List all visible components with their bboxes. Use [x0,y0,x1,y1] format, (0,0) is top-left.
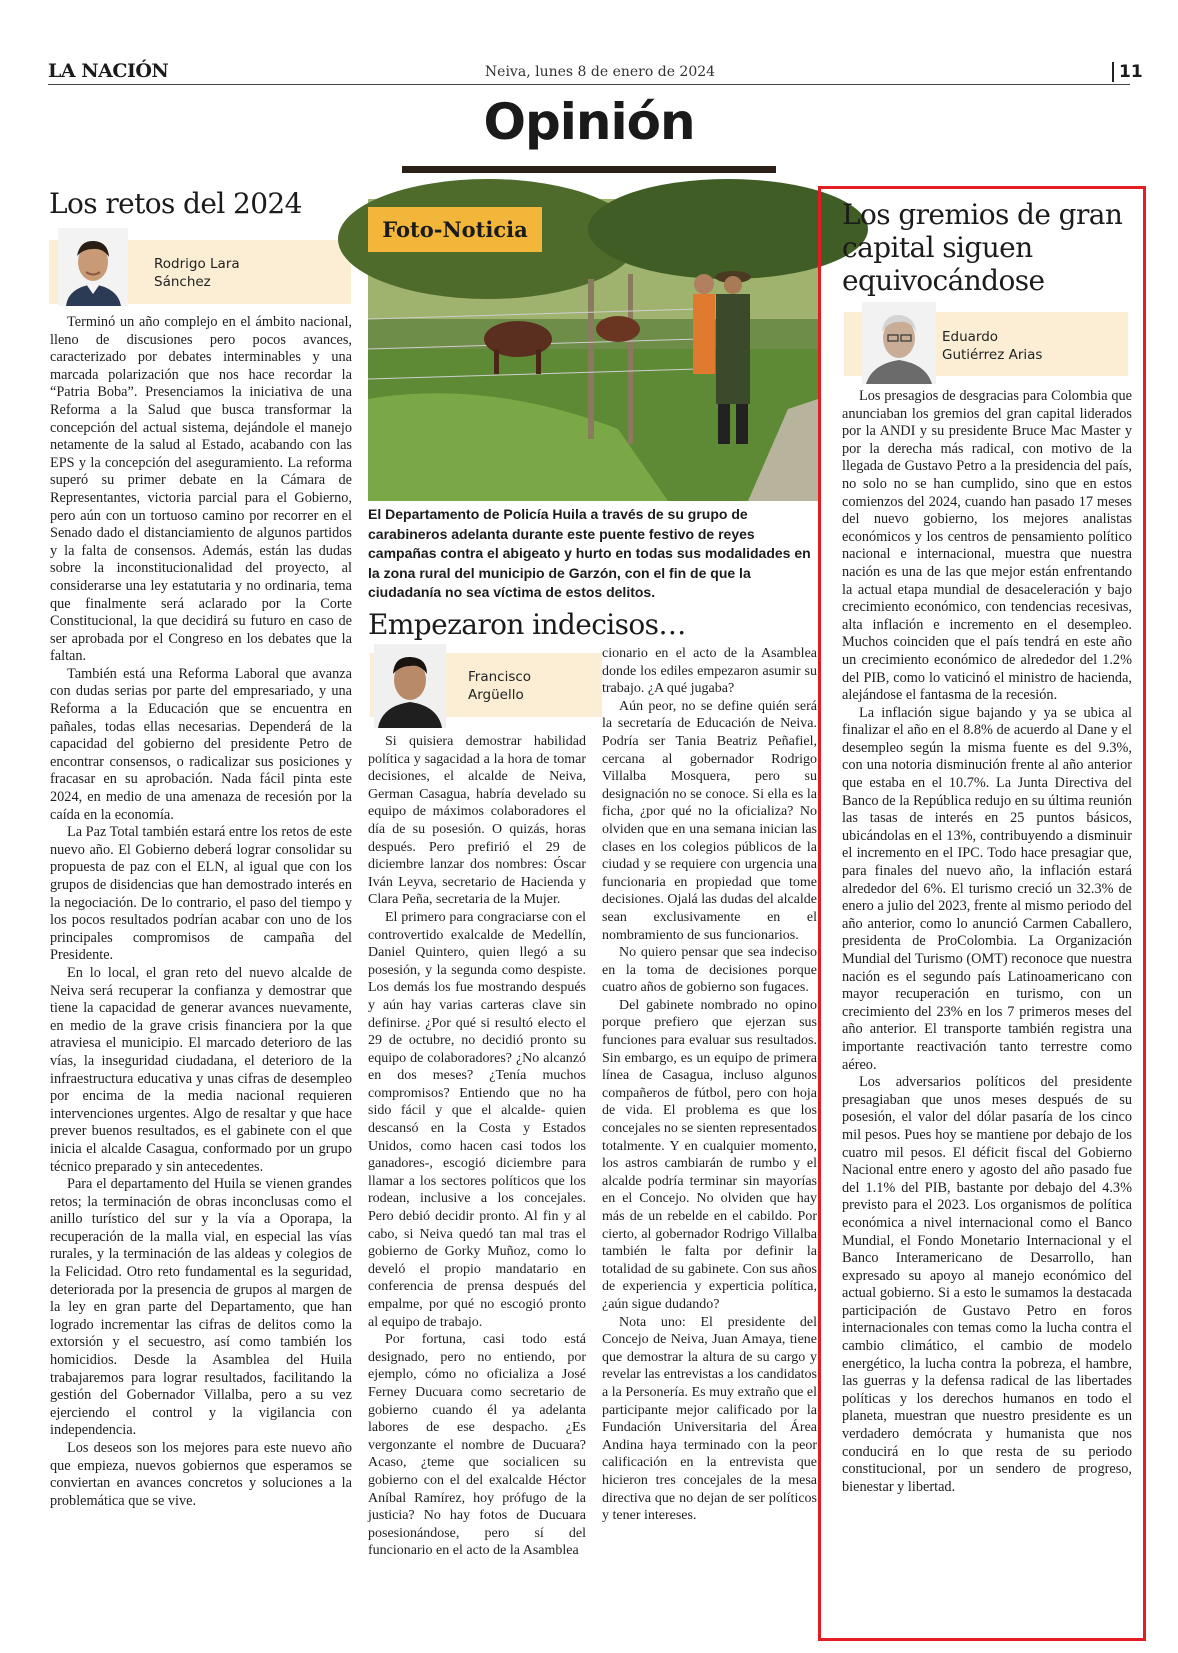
article-title-col1: Los retos del 2024 [49,187,302,220]
article-body-col2-left [368,733,586,1605]
article-title-col3: Los gremios de gran capital siguen equivocándose [842,198,1123,297]
paragraph: Nota uno: El presidente del Concejo de Neiva, Juan Amaya, tiene que demostrar la altura de su cargo y revelar las entrevistas a los candidatos a la Personería. Es muy extraño que el participante mejor calificado por la Fundación Universitaria del Área Andina haya terminado con la peor calificación en la entrevista que hicieron tres concejales de la mesa directiva que no dejan de ser políticos y tener intereses. [602,1314,817,1524]
header-rule [48,84,1130,85]
author-second-line: Argüello [468,687,524,703]
article-body-col3 [842,388,1132,1626]
author-second-line: Sánchez [154,274,211,290]
author-first-line: Francisco [468,669,532,685]
section-underline [402,166,776,173]
paragraph: También está una Reforma Laboral que avanza con dudas serias por parte del empresariado, y una Reforma a la Educación que se encuentra en pañales, todas ellas necesarias. Dependerá de la capacidad del gobierno del presidente Petro de encontrar consensos, o radicalizar sus posiciones y fracasar en su aprobación. Nada fácil pinta este 2024, en medio de una amenaza de recesión por la caída en la economía. [50,665,352,823]
author-photo-col3 [862,302,936,384]
paragraph: La inflación sigue bajando y ya se ubica al finalizar el año en el 8.8% de acuerdo al Dane y el desempleo según la misma fuente es del 9.3%, con una notoria disminución frente al año anterior que estaba en el 10.7%. La Junta Directiva del Banco de la República redujo en su última reunión las tasas de interés en 25 puntos básicos, ubicándolas en el 13%, contribuyendo a disminuir el incremento en el IPC. Todo hace presagiar que, para finales del nuevo año, la inflación estará alrededor del 6%. El turismo creció un 32.3% de enero a julio del 2023, frente al mismo periodo del año anterior, como lo anunció Carmen Caballero, presidenta de ProColombia. La Organización Mundial del Turismo (OMT) reconoce que nuestra nación es el segundo país Latinoamericano con mayor recuperación en turismo, con un crecimiento del 23% en los 7 primeros meses del año anterior. El transporte también registra una importante reactivación tanto terrestre como aéreo. [842,704,1132,1073]
paragraph: En lo local, el gran reto del nuevo alcalde de Neiva será recuperar la confianza y demostrar que tiene la capacidad de generar avances nuevamente, en medio de la grave crisis financiera por la que atraviesa el municipio. El marcado deterioro de las vías, la inseguridad ciudadana, el deterioro de la infraestructura educativa y unas cifras de desempleo por encima de la media nacional requieren intervenciones urgentes. Algo de resaltar y que hace prever buenos resultados, es el gabinete con el que inicia el alcalde Casagua, conformado por un grupo técnico preparado y sin antecedentes. [50,964,352,1175]
paragraph: Aún peor, no se define quién será la secretaría de Educación de Neiva. Podría ser Tania Beatriz Peñafiel, cercana al gobernador Rodrigo Villalba Mosquera, pero su designación no se conoce. Si ella es la ficha, ¿por qué no la oficializa? No olviden que en una semana inician las clases en los colegios públicos de la ciudad y se requiere con urgencia una funcionaria en propiedad que tome decisiones. Ojalá las dudas del alcalde sean exclusivamente en el nombramiento de sus funcionarios. [602,698,817,943]
article-body-col2-right [602,645,817,1605]
author-name-col3 [942,328,1042,364]
paragraph: Por fortuna, casi todo está designado, pero no entiendo, por ejemplo, cómo no oficializa a José Ferney Ducuara como secretario de gobierno cuando él ya adelanta labores de ese despacho. ¿Es vergonzante el nombre de Ducuara? Acaso, ¿teme que socialicen su gobierno con el del exalcalde Héctor Aníbal Ramírez, hoy prófugo de la justicia? No hay fotos de Ducuara posesionándose, pero sí del funcionario en el acto de la Asamblea [368,1332,586,1559]
paragraph: La Paz Total también estará entre los retos de este nuevo año. El Gobierno deberá lograr consolidar su propuesta de paz con el ELN, al igual que con los grupos de disidencias que han demostrado interés en la negociación. De lo contrario, el paso del tiempo y los pocos resultados podrían acabar con uno de los principales compromisos de campaña del Presidente. [50,824,352,964]
author-name-col2 [468,668,531,704]
section-title: Opinión [483,93,695,151]
author-first-line: Eduardo [942,329,999,345]
paragraph: Los presagios de desgracias para Colombia que anunciaban los gremios del gran capital liderados por la ANDI y su presidente Bruce Mac Master y por la derecha más radical, con motivo de la llegada de Gustavo Petro a la presidencia del país, no solo no se han cumplido, sino que en estos comienzos del 2024, cuando han pasado 17 meses del nuevo gobierno, los mejores analistas económicos y los centros de pensamiento político nacional e internacional, muestra que nuestra nación es una de las que mejor están enfrentando la actual etapa mundial de desaceleración y bajo crecimiento económico, con tendencias recesivas, alta inflación e incremento en el desempleo. Muchos coinciden que el país tendrá en este año un crecimiento económico de alrededor del 1.2% del PIB, como lo vaticinó el ministro de hacienda, alejándose el fantasma de la recesión. [842,388,1132,704]
author-name-col1 [154,255,240,291]
photo-caption: El Departamento de Policía Huila a través de su grupo de carabineros adelanta durante este puente festivo de reyes campañas contra el abigeato y hurto en todas sus modalidades en la zona rural del municipio de Garzón, con el fin de que la ciudadanía no sea víctima de estos delitos. [368,506,811,600]
author-first-line: Rodrigo Lara [154,256,240,272]
paragraph: Del gabinete nombrado no opino porque prefiero que ejerzan sus funciones para evaluar sus resultados. Sin embargo, es un equipo de primera línea de Casagua, incluso algunos compañeros de fútbol, pero con hoja de vida. El problema es que los concejales no se sienten representados totalmente. Y en cualquier momento, los astros cambiarán de rumbo y el alcalde podría terminar sin mayorías en el Concejo. No olviden que hay más de un rebelde en el cabildo. Por cierto, al gobernador Rodrigo Villalba también le falta por definir la totalidad de su gabinete. Con sus años de experiencia y experticia política, ¿aún sigue dudando? [602,997,817,1312]
paragraph: Terminó un año complejo en el ámbito nacional, lleno de discusiones pero pocos avances, caracterizado por debates interminables y una marcada polarización que nos hace recordar la “Patria Boba”. Presenciamos la iniciativa de una Reforma a la Salud que busca transformar la concepción del actual sistema, dejándole el manejo netamente de la salud al Estado, acabando con las EPS y la concepción del aseguramiento. La reforma superó su primer debate en la Cámara de Representantes, victoria parcial para el Gobierno, pero aún con un tortuoso camino por recorrer en el Senado dado el distanciamiento de algunos partidos y la falta de consensos. Además, están las dudas sobre la inconstitucionalidad del proyecto, al considerarse una ley estatutaria y no ordinaria, tema que finalmente será aclarado por la Corte Constitucional, la que decidirá su futuro en caso de ser aprobada por el Congreso en los debates que la faltan. [50,314,352,665]
paragraph: Los adversarios políticos del presidente presagiaban que unos meses después de su posesión, el valor del dólar pasaría de los cinco mil pesos. Pues hoy se mantiene por debajo de los cuatro mil pesos. El déficit fiscal del Gobierno Nacional entre enero y agosto del año pasado fue del 1.1% del PIB, bastante por debajo del 4.3% previsto para el 2023. Los organismos de política económica a nivel internacional como el Banco Mundial, el Fondo Monetario Internacional y el Banco Interamericano de Desarrollo, han expresado su apoyo al manejo económico del actual gobierno. Si a esto le sumamos la destacada participación de Gustavo Petro en foros internacionales con temas como la lucha contra el cambio climático, el cambio de modelo energético, la lucha contra la pobreza, el hambre, las guerras y la defensa radical de las libertades políticas y los derechos humanos en todo el planeta, muestran que nuestro presidente es un verdadero demócrata y humanista que nos conducirá en lo que resta de su periodo constitucional, por un sendero de progreso, bienestar y libertad. [842,1074,1132,1495]
page-number: 11 [1112,62,1143,82]
paragraph: Los deseos son los mejores para este nuevo año que empieza, nuevos gobiernos que esperamos se conviertan en avances concretos y soluciones a la problemática que se vive. [50,1440,352,1509]
article-body-col1 [50,314,352,1636]
article-title-col2: Empezaron indecisos… [368,608,686,641]
author-photo-col2 [374,644,446,728]
foto-noticia-label: Foto-Noticia [368,207,542,252]
paragraph: El primero para congraciarse con el controvertido exalcalde de Medellín, Daniel Quintero, quien llegó a su posesión, y la segunda como despiste. Los demás los fue mostrando después y aún hay varias carteras clave sin definirse. ¿Por qué si resultó electo el 29 de octubre, no decidió pronto su equipo de colaboradores? ¿No alcanzó en dos meses? ¿Tenía muchos compromisos? Entiendo que no ha sido fácil y que el alcalde- quien descansó en la Costa y Estados Unidos, como hacen casi todos los ganadores-, escogió diciembre para llamar a los sectores políticos que los rodean, inclusive a los concejales. Pero debió decidir pronto. Al fin y al cabo, si Neiva quedó tan mal tras el gobierno de Gorky Muñoz, como lo develó el propio mandatario en conferencia de prensa después del empalme, por qué no escogió pronto al equipo de trabajo. [368,909,586,1330]
newspaper-logo: LA NACIÓN [48,60,169,82]
paragraph: Para el departamento del Huila se vienen grandes retos; la terminación de obras inconclusas como el anillo turístico del sur y la vía a Oporapa, la recuperación de la malla vial, en especial las vías rurales, y la terminación de las aldeas y colegios de la Felicidad. Otro reto fundamental es la seguridad, deteriorada por la presencia de grupos al margen de la ley en gran parte del Departamento, que han logrado incrementar las cifras de delitos como la extorsión y el secuestro, así como también los homicidios. Desde la Asamblea del Huila trabajaremos para lograr resultados, facilitando la gestión del Gobernador Villalba, pero a su vez ejerciendo el control y la vigilancia con independencia. [50,1176,352,1439]
paragraph: Si quisiera demostrar habilidad política y sagacidad a la hora de tomar decisiones, el alcalde de Neiva, German Casagua, habría develado su equipo de máximos colaboradores el día de su posesión. O quizás, horas después. Pero prefirió el 29 de diciembre lanzar dos nombres: Óscar Iván Leyva, secretario de Hacienda y Clara Peña, secretaria de la Mujer. [368,734,586,908]
paragraph: No quiero pensar que sea indeciso en la toma de decisiones porque cuatro años de gobierno son fugaces. [602,945,817,996]
paragraph: cionario en el acto de la Asamblea donde los ediles empezaron asumir su trabajo. ¿A qué jugaba? [602,646,817,697]
author-photo-col1 [58,228,128,306]
author-second-line: Gutiérrez Arias [942,347,1043,363]
dateline: Neiva, lunes 8 de enero de 2024 [484,64,716,80]
